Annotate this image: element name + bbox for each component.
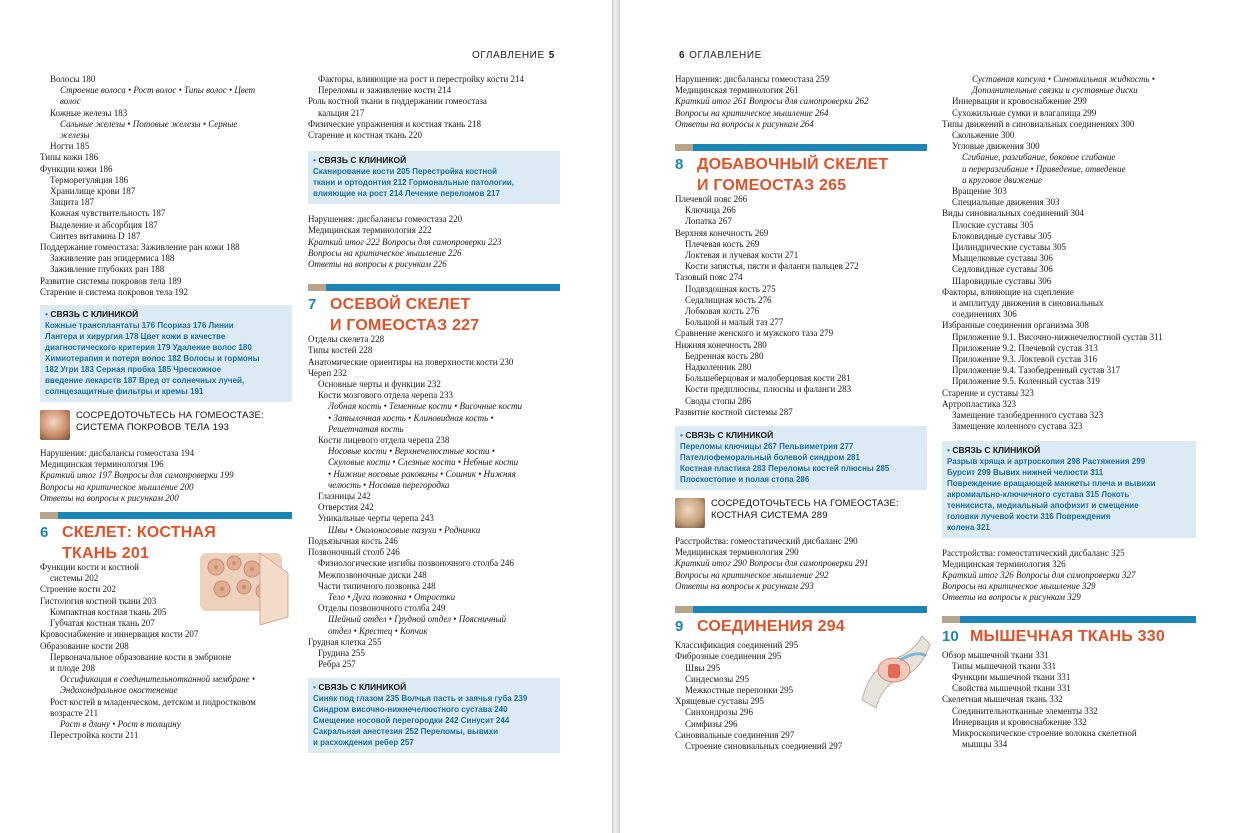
toc-entry: Ответы на вопросы к рисункам 293 bbox=[675, 580, 814, 591]
chapter-bar bbox=[326, 284, 560, 291]
toc-entry: Вопросы на критическое мышление 264 bbox=[675, 107, 829, 118]
running-head-label: ОГЛАВЛЕНИЕ bbox=[472, 50, 545, 61]
focus-title bbox=[711, 498, 899, 522]
focus-title-line: СОСРЕДОТОЧЬТЕСЬ НА ГОМЕОСТАЗЕ: bbox=[711, 498, 899, 510]
toc-entry: Подвздошная кость 275 bbox=[685, 283, 776, 294]
toc-entry: Выделение и абсорбция 187 bbox=[50, 219, 158, 230]
chapter-bar-accent bbox=[675, 606, 693, 613]
chapter-title-line: И ГОМЕОСТАЗ 265 bbox=[697, 177, 847, 195]
toc-entry: Скелетная мышечная ткань 332 bbox=[942, 694, 1063, 705]
running-head-label: ОГЛАВЛЕНИЕ bbox=[689, 50, 762, 61]
bullet-icon: • bbox=[947, 444, 953, 455]
clinic-box-title: СВЯЗЬ С КЛИНИКОЙ bbox=[50, 309, 139, 320]
toc-entry: Краткий итог 261 Вопросы для самопроверки 262 bbox=[675, 96, 869, 107]
book-gutter bbox=[612, 0, 620, 833]
bullet-icon: • bbox=[313, 155, 319, 166]
toc-entry: Лобная кость • Теменные кости • Височные кости bbox=[328, 401, 522, 412]
toc-entry: Своды стопы 286 bbox=[685, 395, 752, 406]
toc-entry: Строение кости 202 bbox=[40, 584, 117, 595]
toc-entry: Седалищная кость 276 bbox=[685, 294, 772, 305]
toc-entry: Первоначальное образование кости в эмбрионе bbox=[50, 651, 232, 662]
toc-entry: Верхняя конечность 269 bbox=[675, 227, 769, 238]
chapter-title-line: ДОБАВОЧНЫЙ СКЕЛЕТ bbox=[697, 156, 889, 174]
toc-entry: Межкостные перепонки 295 bbox=[685, 684, 794, 695]
toc-entry: Рост костей в младенческом, детском и подростковом bbox=[50, 696, 256, 707]
toc-entry: Сальные железы • Потовые железы • Серные bbox=[60, 118, 238, 129]
toc-entry: Медицинская терминология 326 bbox=[942, 558, 1066, 569]
chapter-title bbox=[330, 294, 479, 336]
running-head-right bbox=[675, 50, 762, 61]
toc-entry: Скуловые кости • Слезные кости • Небные кости bbox=[328, 457, 519, 468]
focus-homeostasis bbox=[675, 498, 927, 528]
toc-entry: кальция 217 bbox=[318, 107, 365, 118]
toc-entry: • Затылочная кость • Клиновидная кость • bbox=[328, 412, 494, 423]
toc-entry: Замещение тазобедренного сустава 323 bbox=[952, 410, 1104, 421]
focus-thumbnail-image bbox=[675, 498, 705, 528]
toc-list bbox=[942, 650, 1196, 751]
clinic-entry: головки лучевой кости 316 Повреждения bbox=[947, 511, 1111, 521]
toc-list bbox=[308, 334, 560, 670]
clinic-box bbox=[308, 678, 560, 753]
toc-entry: Ногти 185 bbox=[50, 141, 90, 152]
clinic-box-header bbox=[313, 682, 555, 692]
toc-entry: Фиброзные соединения 295 bbox=[675, 651, 782, 662]
toc-entry: Синовиальные соединения 297 bbox=[675, 729, 795, 740]
toc-entry: Артропластика 323 bbox=[942, 398, 1016, 409]
toc-entry: Старение и система покровов тела 192 bbox=[40, 286, 189, 297]
focus-title-line: СИСТЕМА ПОКРОВОВ ТЕЛА 193 bbox=[76, 422, 230, 434]
toc-entry: Отделы позвоночного столба 249 bbox=[318, 603, 446, 614]
toc-entry: Ответы на вопросы к рисункам 329 bbox=[942, 592, 1081, 603]
toc-entry: Цилиндрические суставы 305 bbox=[952, 242, 1066, 253]
toc-entry: Носовые кости • Верхнечелюстные кости • bbox=[328, 446, 495, 457]
clinic-entry: колена 321 bbox=[947, 522, 990, 532]
clinic-entry: Плоскостопие и полая стопа 286 bbox=[680, 475, 810, 485]
toc-entry: Рост в длину • Рост в толщину bbox=[60, 718, 181, 729]
toc-entry: Седловидные суставы 306 bbox=[952, 264, 1053, 275]
toc-list bbox=[675, 74, 927, 130]
toc-list bbox=[40, 74, 292, 298]
chapter-number: 6 bbox=[40, 524, 49, 542]
toc-entry: Сравнение женского и мужского таза 279 bbox=[675, 328, 834, 339]
toc-list bbox=[308, 74, 560, 141]
toc-entry: Волосы 180 bbox=[50, 74, 96, 84]
clinic-box bbox=[308, 151, 560, 204]
toc-entry: Старение и суставы 323 bbox=[942, 387, 1034, 398]
toc-entry: и круговое движение bbox=[962, 174, 1043, 185]
toc-entry: Развитие костной системы 287 bbox=[675, 406, 793, 417]
toc-entry: системы 202 bbox=[50, 573, 99, 584]
clinic-box-title: СВЯЗЬ С КЛИНИКОЙ bbox=[952, 444, 1041, 455]
toc-entry: Ответы на вопросы к рисункам 226 bbox=[308, 259, 447, 270]
clinic-box bbox=[675, 426, 927, 490]
toc-entry: Виды синовиальных соединений 304 bbox=[942, 208, 1085, 219]
toc-entry: Типы движений в синовиальных соединениях 300 bbox=[942, 118, 1135, 129]
clinic-entry: солнцезащитные фильтры и кремы 191 bbox=[45, 387, 204, 397]
toc-entry: челюсть • Носовая перегородка bbox=[328, 479, 450, 490]
toc-entry: Заживление ран эпидермиса 188 bbox=[50, 253, 175, 264]
chapter-10-header bbox=[942, 616, 1196, 650]
clinic-entry: теннисиста, медиальный апофизит и смещение bbox=[947, 500, 1139, 510]
toc-entry: и плоде 208 bbox=[50, 662, 95, 673]
toc-entry: Компактная костная ткань 205 bbox=[50, 606, 167, 617]
toc-entry: Грудная клетка 255 bbox=[308, 636, 382, 647]
toc-entry: Скольжение 300 bbox=[952, 130, 1015, 141]
toc-entry: Шейный отдел • Грудной отдел • Поясничный bbox=[328, 614, 507, 625]
clinic-entry: 182 Угри 183 Серная пробка 185 Чрескожное bbox=[45, 365, 222, 375]
toc-entry: Типы кожи 186 bbox=[40, 152, 99, 163]
toc-entry: Гистология костной ткани 203 bbox=[40, 595, 157, 606]
chapter-number: 10 bbox=[942, 627, 959, 645]
toc-entry: Физические упражнения и костная ткань 218 bbox=[308, 118, 482, 129]
focus-title-line: КОСТНАЯ СИСТЕМА 289 bbox=[711, 510, 828, 522]
clinic-entry: Сакральная анестезия 252 Переломы, вывихи bbox=[313, 727, 499, 737]
chapter-title-line: ТКАНЬ 201 bbox=[62, 545, 150, 563]
toc-entry: Вопросы на критическое мышление 200 bbox=[40, 481, 194, 492]
toc-entry: Нарушения: дисбалансы гомеостаза 220 bbox=[308, 214, 463, 225]
toc-entry: Бедренная кость 280 bbox=[685, 350, 764, 361]
toc-entry: железы bbox=[60, 130, 90, 141]
joint-illustration bbox=[852, 630, 932, 710]
toc-entry: Поддержание гомеостаза: Заживление ран кожи 188 bbox=[40, 242, 240, 253]
toc-entry: Медицинская терминология 222 bbox=[308, 225, 432, 236]
toc-entry: Отделы скелета 228 bbox=[308, 334, 385, 345]
clinic-entry: Синдром височно-нижнечелюстного сустава 240 bbox=[313, 705, 508, 715]
toc-entry: • Нижние носовые раковины • Сошник • Нижняя bbox=[328, 468, 516, 479]
toc-entry: Старение и костная ткань 220 bbox=[308, 130, 422, 141]
toc-entry: Сухожильные сумки и влагалища 299 bbox=[952, 107, 1097, 118]
chapter-bar bbox=[693, 606, 927, 613]
bullet-icon: • bbox=[313, 682, 319, 693]
clinic-entry: влияющие на рост 214 Лечение переломов 217 bbox=[313, 189, 500, 199]
page-number: 6 bbox=[679, 50, 686, 61]
clinic-entry: Повреждение вращающей манжеты плеча и вывихи bbox=[947, 478, 1156, 488]
chapter-title-line: ОСЕВОЙ СКЕЛЕТ bbox=[330, 296, 471, 314]
bullet-icon: • bbox=[45, 309, 51, 320]
clinic-box bbox=[942, 441, 1196, 538]
running-head-left bbox=[472, 50, 559, 61]
chapter-bar-accent bbox=[675, 144, 693, 151]
toc-entry: Переломы и заживление кости 214 bbox=[318, 85, 452, 96]
toc-entry: Плоские суставы 305 bbox=[952, 219, 1034, 230]
chapter-number: 7 bbox=[308, 296, 317, 314]
clinic-entry: Бурсит 299 Вывих нижней челюсти 311 bbox=[947, 467, 1104, 477]
toc-entry: Функции кожи 186 bbox=[40, 163, 113, 174]
toc-entry: Расстройства: гомеостатический дисбаланс 325 bbox=[942, 547, 1125, 558]
toc-entry: Факторы, влияющие на рост и перестройку кости 214 bbox=[318, 74, 525, 84]
chapter-title-line: СКЕЛЕТ: КОСТНАЯ bbox=[62, 524, 216, 542]
toc-entry: Ключица 266 bbox=[685, 205, 736, 216]
toc-entry: мышцы 334 bbox=[962, 739, 1008, 750]
toc-entry: Роль костной ткани в поддержании гомеостаза bbox=[308, 96, 487, 107]
clinic-box-header bbox=[947, 445, 1191, 455]
toc-entry: Лопатка 267 bbox=[685, 216, 732, 227]
toc-entry: Хранилище крови 187 bbox=[50, 186, 136, 197]
toc-entry: Кожные железы 183 bbox=[50, 107, 128, 118]
clinic-entry: Пателлофеморальный болевой синдром 281 bbox=[680, 453, 860, 463]
toc-entry: и переразгибание • Приведение, отведение bbox=[962, 163, 1126, 174]
toc-entry: Оссификация в соединительнотканной мембране • bbox=[60, 674, 256, 685]
toc-entry: Уникальные черты черепа 243 bbox=[318, 513, 434, 524]
toc-entry: Дополнительные связки и суставные диски bbox=[972, 85, 1138, 96]
toc-entry: Нарушения: дисбалансы гомеостаза 259 bbox=[675, 74, 830, 84]
clinic-entry: Разрыв хряща и артроскопия 298 Растяжения 299 bbox=[947, 456, 1146, 466]
right-page bbox=[620, 0, 1235, 833]
toc-entry: возрасте 211 bbox=[50, 707, 99, 718]
clinic-box-title: СВЯЗЬ С КЛИНИКОЙ bbox=[318, 155, 407, 166]
toc-entry: Нижняя конечность 280 bbox=[675, 339, 767, 350]
toc-entry: Череп 232 bbox=[308, 367, 347, 378]
toc-entry: Подъязычная кость 246 bbox=[308, 535, 398, 546]
toc-entry: Классификация соединений 295 bbox=[675, 640, 799, 651]
toc-entry: Функции кости и костной bbox=[40, 562, 139, 573]
toc-entry: Медицинская терминология 290 bbox=[675, 547, 799, 558]
toc-entry: Решетчатая кость bbox=[328, 423, 404, 434]
chapter-number: 9 bbox=[675, 618, 684, 636]
toc-entry: Плечевая кость 269 bbox=[685, 238, 760, 249]
clinic-box bbox=[40, 305, 292, 402]
chapter-bar bbox=[58, 512, 292, 519]
clinic-entry: введение лекарств 187 Вред от солнечных лучей, bbox=[45, 376, 245, 386]
toc-entry: Свойства мышечной ткани 331 bbox=[952, 683, 1071, 694]
toc-entry: Мыщелковые суставы 306 bbox=[952, 253, 1053, 264]
clinic-entry: Кожные трансплантаты 176 Псориаз 176 Линии bbox=[45, 321, 234, 331]
toc-entry: Основные черты и функции 232 bbox=[318, 379, 441, 390]
toc-entry: Нарушения: дисбалансы гомеостаза 194 bbox=[40, 448, 195, 459]
toc-entry: Медицинская терминология 261 bbox=[675, 85, 799, 96]
toc-entry: Синдесмозы 295 bbox=[685, 673, 749, 684]
toc-list bbox=[308, 214, 560, 270]
toc-list bbox=[675, 194, 927, 418]
clinic-entry: ткани и ортодонтия 212 Гормональные патологии, bbox=[313, 178, 514, 188]
focus-title bbox=[76, 410, 264, 434]
toc-entry: Избранные соединения организма 308 bbox=[942, 320, 1089, 331]
toc-entry: Краткий итог 326 Вопросы для самопроверки 327 bbox=[942, 569, 1136, 580]
toc-entry: Иннервация и кровоснабжение 332 bbox=[952, 716, 1087, 727]
toc-entry: Соединительнотканные элементы 332 bbox=[952, 705, 1098, 716]
chapter-bar-accent bbox=[40, 512, 58, 519]
clinic-entry: и расхождения ребер 257 bbox=[313, 738, 414, 748]
toc-entry: отдел • Крестец • Копчик bbox=[328, 625, 428, 636]
toc-entry: Приложение 9.2. Плечевой сустав 313 bbox=[952, 342, 1098, 353]
toc-entry: Иннервация и кровоснабжение 299 bbox=[952, 96, 1087, 107]
toc-entry: Эндохондральное окостенение bbox=[60, 685, 178, 696]
chapter-title bbox=[697, 154, 888, 196]
toc-entry: Межпозвоночные диски 248 bbox=[318, 569, 427, 580]
clinic-box-title: СВЯЗЬ С КЛИНИКОЙ bbox=[318, 682, 407, 693]
toc-entry: Кровоснабжение и иннервация кости 207 bbox=[40, 629, 199, 640]
chapter-title-line: И ГОМЕОСТАЗ 227 bbox=[330, 317, 480, 335]
chapter-title bbox=[970, 626, 1165, 647]
toc-list bbox=[40, 448, 292, 504]
toc-entry: Синхондрозы 296 bbox=[685, 707, 754, 718]
toc-entry: Вопросы на критическое мышление 329 bbox=[942, 581, 1096, 592]
toc-entry: Ответы на вопросы к рисункам 264 bbox=[675, 118, 814, 129]
toc-entry: Заживление глубоких ран 188 bbox=[50, 264, 165, 275]
toc-entry: Лобковая кость 276 bbox=[685, 306, 760, 317]
chapter-bar-accent bbox=[942, 616, 960, 623]
clinic-box-header bbox=[313, 155, 555, 165]
toc-entry: Вопросы на критическое мышление 226 bbox=[308, 247, 462, 258]
page-number: 5 bbox=[548, 50, 555, 61]
clinic-entry: Лангера и хирургия 178 Цвет кожи в качестве bbox=[45, 332, 226, 342]
chapter-title bbox=[62, 522, 216, 564]
focus-title-line: СОСРЕДОТОЧЬТЕСЬ НА ГОМЕОСТАЗЕ: bbox=[76, 410, 264, 422]
toc-entry: Функции мышечной ткани 331 bbox=[952, 671, 1071, 682]
toc-list bbox=[675, 536, 927, 592]
toc-entry: Краткий итог 222 Вопросы для самопроверки 223 bbox=[308, 236, 502, 247]
clinic-entry: Синяк под глазом 235 Волчья пасть и заячья губа 239 bbox=[313, 694, 528, 704]
toc-entry: Анатомические ориентиры на поверхности кости 230 bbox=[308, 356, 514, 367]
clinic-entry: диагностического критерия 179 Удаление волос 180 bbox=[45, 343, 252, 353]
chapter-bar bbox=[693, 144, 927, 151]
toc-entry: Позвоночный столб 246 bbox=[308, 547, 400, 558]
toc-entry: Кости запястья, пясти и фаланги пальцев 272 bbox=[685, 261, 859, 272]
toc-entry: Тело • Дуга позвонка • Отростки bbox=[328, 591, 456, 602]
chapter-bar bbox=[960, 616, 1196, 623]
toc-entry: Кости предплюсны, плюсны и фаланги 283 bbox=[685, 384, 852, 395]
focus-homeostasis bbox=[40, 410, 292, 440]
left-page bbox=[0, 0, 612, 833]
toc-entry: Краткий итог 197 Вопросы для самопроверки 199 bbox=[40, 470, 234, 481]
toc-entry: Швы • Околоносовые пазухи • Роднички bbox=[328, 524, 481, 535]
toc-entry: Строение волоса • Рост волос • Типы волос • Цвет bbox=[60, 85, 256, 96]
toc-entry: Обзор мышечной ткани 331 bbox=[942, 649, 1049, 660]
toc-entry: Большой и малый таз 277 bbox=[685, 317, 784, 328]
toc-entry: Физиологические изгибы позвоночного столба 246 bbox=[318, 558, 514, 569]
toc-entry: Развитие системы покровов тела 189 bbox=[40, 275, 182, 286]
toc-entry: Кожная чувствительность 187 bbox=[50, 208, 166, 219]
toc-entry: Швы 295 bbox=[685, 662, 721, 673]
chapter-7-header bbox=[308, 284, 560, 334]
toc-entry: Синтез витамина D 187 bbox=[50, 230, 141, 241]
toc-entry: Ответы на вопросы к рисункам 200 bbox=[40, 492, 179, 503]
bullet-icon: • bbox=[680, 430, 686, 441]
toc-entry: Краткий итог 290 Вопросы для самопроверки 291 bbox=[675, 558, 869, 569]
toc-entry: Симфизы 296 bbox=[685, 718, 738, 729]
toc-entry: Приложение 9.4. Тазобедренный сустав 317 bbox=[952, 365, 1121, 376]
toc-list bbox=[942, 74, 1196, 433]
clinic-box-title: СВЯЗЬ С КЛИНИКОЙ bbox=[685, 430, 774, 441]
focus-thumbnail-image bbox=[40, 410, 70, 440]
toc-entry: Приложение 9.3. Локтевой сустав 316 bbox=[952, 354, 1098, 365]
toc-entry: Угловые движения 300 bbox=[952, 141, 1040, 152]
bone-tissue-illustration bbox=[200, 545, 292, 625]
clinic-box-header bbox=[45, 309, 287, 319]
toc-entry: Отверстия 242 bbox=[318, 502, 374, 513]
toc-entry: и амплитуду движения в синовиальных bbox=[952, 298, 1104, 309]
toc-entry: Расстройства: гомеостатический дисбаланс 290 bbox=[675, 536, 858, 547]
left-column-2 bbox=[308, 74, 560, 753]
clinic-entry: Смещение носовой перегородки 242 Синусит 244 bbox=[313, 716, 510, 726]
left-column-1 bbox=[40, 74, 292, 741]
toc-entry: Защита 187 bbox=[50, 197, 95, 208]
toc-entry: Тазовый пояс 274 bbox=[675, 272, 743, 283]
toc-entry: Плечевой пояс 266 bbox=[675, 194, 748, 205]
clinic-entry: Сканирование кости 205 Перестройка костной bbox=[313, 167, 498, 177]
toc-entry: Части типичного позвонка 248 bbox=[318, 580, 436, 591]
toc-entry: Замещение коленного сустава 323 bbox=[952, 421, 1083, 432]
toc-entry: Терморегуляция 186 bbox=[50, 174, 129, 185]
toc-entry: волос bbox=[60, 96, 81, 107]
toc-entry: Типы мышечной ткани 331 bbox=[952, 660, 1057, 671]
toc-entry: Типы костей 228 bbox=[308, 345, 373, 356]
clinic-entry: Костная пластика 283 Переломы костей плюсны 285 bbox=[680, 464, 890, 474]
toc-entry: Блоковидные суставы 305 bbox=[952, 230, 1052, 241]
toc-entry: Хрящевые суставы 295 bbox=[675, 696, 765, 707]
clinic-entry: Переломы ключицы 267 Пельвиметрия 277 bbox=[680, 442, 854, 452]
toc-entry: Губчатая костная ткань 207 bbox=[50, 618, 155, 629]
clinic-entry: акромиально-ключичного сустава 315 Локоть bbox=[947, 489, 1130, 499]
toc-entry: Вопросы на критическое мышление 292 bbox=[675, 569, 829, 580]
chapter-8-header bbox=[675, 144, 927, 194]
toc-entry: Ребра 257 bbox=[318, 659, 356, 670]
toc-entry: Большеберцовая и малоберцовая кости 281 bbox=[685, 373, 851, 384]
toc-entry: Кости мозгового отдела черепа 233 bbox=[318, 390, 453, 401]
toc-entry: Глазницы 242 bbox=[318, 491, 371, 502]
chapter-title-line: МЫШЕЧНАЯ ТКАНЬ 330 bbox=[970, 627, 1165, 645]
toc-entry: Строение синовиальных соединений 297 bbox=[685, 740, 843, 751]
toc-entry: соединениях 306 bbox=[952, 309, 1017, 320]
clinic-box-header bbox=[680, 430, 922, 440]
toc-entry: Грудина 255 bbox=[318, 647, 365, 658]
toc-entry: Шаровидные суставы 306 bbox=[952, 275, 1052, 286]
toc-entry: Образование кости 208 bbox=[40, 640, 129, 651]
chapter-number: 8 bbox=[675, 156, 684, 174]
toc-entry: Микроскопическое строение волокна скелетной bbox=[952, 727, 1137, 738]
toc-entry: Кости лицевого отдела черепа 238 bbox=[318, 435, 450, 446]
toc-entry: Суставная капсула • Синовиальная жидкость • bbox=[972, 74, 1155, 84]
toc-list bbox=[942, 548, 1196, 604]
toc-entry: Вращение 303 bbox=[952, 186, 1007, 197]
chapter-title-line: СОЕДИНЕНИЯ 294 bbox=[697, 618, 845, 636]
toc-entry: Медицинская терминология 196 bbox=[40, 459, 164, 470]
toc-entry: Перестройка кости 211 bbox=[50, 730, 139, 741]
chapter-bar-accent bbox=[308, 284, 326, 291]
toc-entry: Локтевая и лучевая кости 271 bbox=[685, 250, 799, 261]
toc-entry: Сгибание, разгибание, боковое сгибание bbox=[962, 152, 1116, 163]
toc-entry: Приложение 9.5. Коленный сустав 319 bbox=[952, 376, 1100, 387]
toc-entry: Приложение 9.1. Височно-нижнечелюстной сустав 311 bbox=[952, 331, 1163, 342]
chapter-title bbox=[697, 616, 845, 637]
toc-entry: Факторы, влияющие на сцепление bbox=[942, 286, 1074, 297]
clinic-entry: Химиотерапия и потеря волос 182 Волосы и гормоны bbox=[45, 354, 260, 364]
toc-entry: Надколенник 280 bbox=[685, 362, 752, 373]
toc-entry: Специальные движения 303 bbox=[952, 197, 1060, 208]
right-column-2 bbox=[942, 74, 1196, 750]
